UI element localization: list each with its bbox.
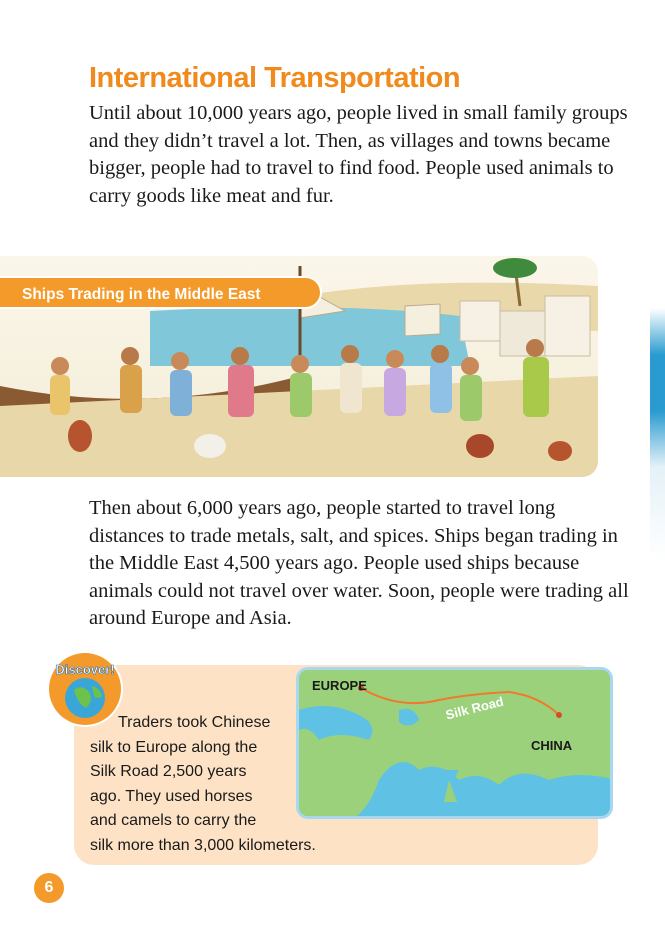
page-edge-strip <box>650 0 665 934</box>
route-end-marker <box>556 712 562 718</box>
discover-line-5: and camels to carry the <box>90 812 257 830</box>
discover-line-2: silk to Europe along the <box>90 738 258 756</box>
illustration-caption: Ships Trading in the Middle East <box>0 276 322 309</box>
map-label-europe: EUROPE <box>312 678 367 693</box>
sail-2 <box>405 304 440 336</box>
discover-line-1: Traders took Chinese <box>118 714 271 731</box>
trade-paragraph: Then about 6,000 years ago, people started to travel long distances to trade metals, salt, and spices. Ships began trading in the Middle East 4,500 years ago. People used ships because animals could not travel over water. Soon, people were trading all around Europe and Asia. <box>89 497 629 630</box>
map-label-silk-road: Silk Road <box>444 693 506 723</box>
discover-line-6: silk more than 3,000 kilometers. <box>90 836 316 854</box>
house-1 <box>460 301 500 341</box>
palm-leaves <box>493 258 537 278</box>
silk-road-map <box>296 667 613 819</box>
discover-badge-label: Discover! <box>55 662 115 677</box>
discover-line-4: ago. They used horses <box>90 787 253 805</box>
discover-line-3: Silk Road 2,500 years <box>90 763 247 781</box>
house-3 <box>545 296 590 356</box>
map-label-china: CHINA <box>531 738 573 753</box>
intro-paragraph: Until about 10,000 years ago, people lived in small family groups and they didn’t travel a lot. Then, as villages and towns became bigger, people had to travel to find food. People used animals to carry goods like meat and fur. <box>89 102 628 207</box>
page-title: International Transportation <box>89 62 461 94</box>
page-number: 6 <box>34 873 64 903</box>
